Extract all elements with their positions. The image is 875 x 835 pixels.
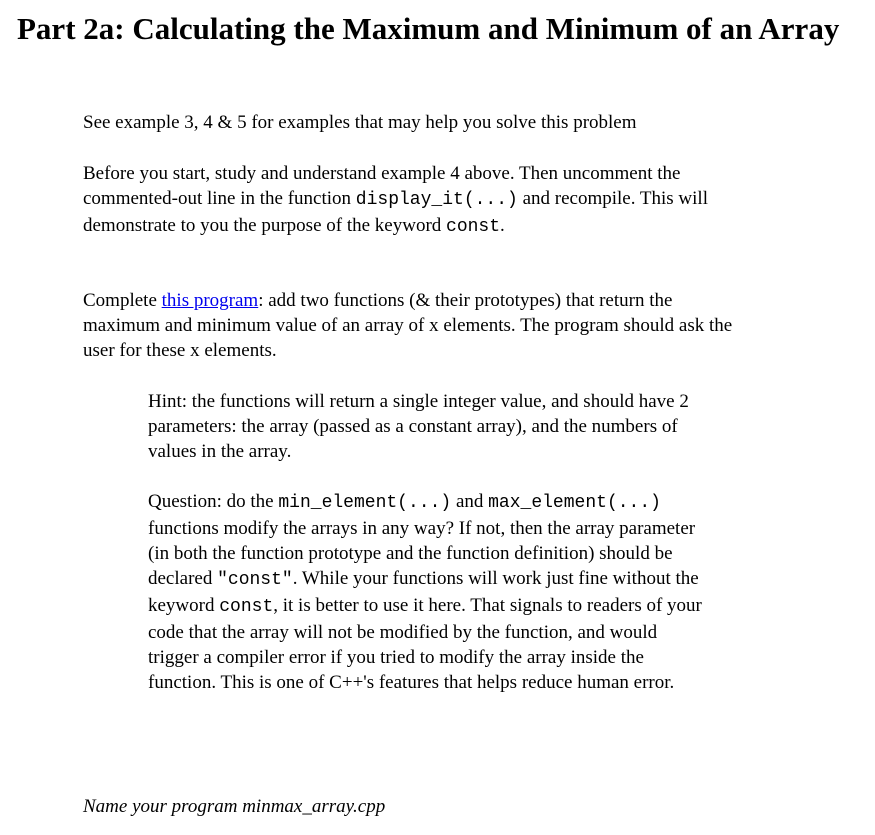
instructions-text-3: . [500,215,505,236]
code-display-it: display_it(...) [355,190,518,210]
instructions-paragraph [83,161,743,240]
program-name-note: Name your program minmax_array.cpp [83,796,386,817]
question-paragraph [148,489,708,695]
code-min-element: min_element(...) [278,493,452,513]
question-text-5: , it is better to use it here. That signals to readers of your code that the array will not be modified by the function, and would trigger a compiler error if you tried to modify the array inside the function. This is one of C++'s features that helps reduce human error. [148,595,702,693]
question-text-4: . While your functions will work just fine without the keyword [148,568,699,616]
code-const-quoted: "const" [217,570,293,590]
page-title: Part 2a: Calculating the Maximum and Minimum of an Array [17,11,840,46]
question-text-3: functions modify the arrays in any way? If not, then the array parameter (in both the function prototype and the function definition) should be declared [148,518,696,589]
this-program-link[interactable]: this program [161,290,259,311]
code-const: const [446,217,501,237]
task-paragraph [83,288,743,363]
instructions-text-2: and recompile. This will demonstrate to you the purpose of the keyword [83,188,708,236]
task-text-2: : add two functions (& their prototypes) that return the maximum and minimum value of an array of x elements. The program should ask the user for these x elements. [83,290,733,361]
code-max-element: max_element(...) [488,493,661,513]
task-text-1: Complete [83,290,162,311]
question-text-2: and [451,491,489,512]
code-const-keyword: const [219,597,274,617]
hint-paragraph: Hint: the functions will return a single integer value, and should have 2 parameters: the array (passed as a constant array), and the numbers of values in the array. [148,391,689,462]
question-text-1: Question: do the [148,491,279,512]
instructions-text-1: Before you start, study and understand example 4 above. Then uncomment the commented-out line in the function [83,163,681,209]
intro-text: See example 3, 4 & 5 for examples that may help you solve this problem [83,112,637,133]
